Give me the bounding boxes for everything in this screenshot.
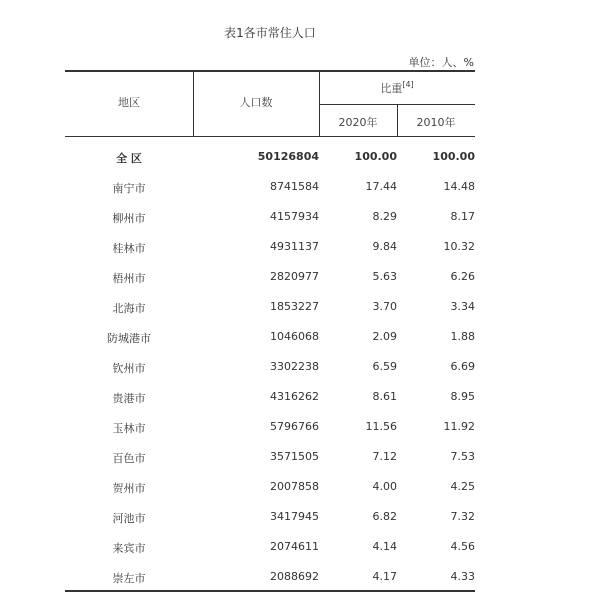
cell-share-2020: 8.29 bbox=[372, 210, 397, 223]
cell-region: 防城港市 bbox=[107, 332, 151, 345]
cell-region: 贺州市 bbox=[112, 482, 146, 495]
cell-population: 5796766 bbox=[270, 420, 319, 433]
cell-population: 3571505 bbox=[270, 450, 319, 463]
cell-share-2010: 11.92 bbox=[443, 420, 475, 433]
cell-region: 百色市 bbox=[112, 452, 146, 465]
table-row bbox=[65, 502, 475, 532]
cell-share-2010: 14.48 bbox=[443, 180, 475, 193]
table-row bbox=[65, 322, 475, 352]
table-bottom-rule bbox=[65, 590, 475, 592]
table-row bbox=[65, 292, 475, 322]
cell-share-2020: 3.70 bbox=[372, 300, 397, 313]
cell-region: 崇左市 bbox=[112, 572, 146, 585]
cell-share-2020: 100.00 bbox=[354, 150, 397, 163]
table-row bbox=[65, 562, 475, 592]
table-row bbox=[65, 532, 475, 562]
cell-share-2010: 4.33 bbox=[450, 570, 475, 583]
cell-region: 钦州市 bbox=[112, 362, 146, 375]
cell-share-2020: 4.14 bbox=[372, 540, 397, 553]
cell-share-2010: 6.26 bbox=[450, 270, 475, 283]
header-share bbox=[319, 80, 475, 96]
table-title: 表1各市常住人口 bbox=[224, 26, 316, 40]
cell-population: 3417945 bbox=[270, 510, 319, 523]
cell-share-2010: 10.32 bbox=[443, 240, 475, 253]
cell-population: 2007858 bbox=[270, 480, 319, 493]
table-row bbox=[65, 232, 475, 262]
cell-region: 桂林市 bbox=[112, 242, 146, 255]
cell-share-2010: 3.34 bbox=[450, 300, 475, 313]
cell-share-2020: 8.61 bbox=[372, 390, 397, 403]
cell-share-2010: 8.95 bbox=[450, 390, 475, 403]
cell-share-2020: 11.56 bbox=[365, 420, 397, 433]
cell-population: 1853227 bbox=[270, 300, 319, 313]
cell-region: 梧州市 bbox=[112, 272, 146, 285]
cell-share-2020: 4.00 bbox=[372, 480, 397, 493]
unit-label: 单位：人、% bbox=[408, 56, 474, 69]
cell-share-2010: 4.25 bbox=[450, 480, 475, 493]
cell-share-2010: 100.00 bbox=[432, 150, 475, 163]
cell-share-2020: 7.12 bbox=[372, 450, 397, 463]
cell-share-2010: 7.53 bbox=[450, 450, 475, 463]
table-row bbox=[65, 202, 475, 232]
cell-share-2010: 1.88 bbox=[450, 330, 475, 343]
table-row bbox=[65, 412, 475, 442]
cell-share-2020: 2.09 bbox=[372, 330, 397, 343]
table-top-rule bbox=[65, 70, 475, 72]
cell-region: 来宾市 bbox=[112, 542, 146, 555]
cell-share-2010: 8.17 bbox=[450, 210, 475, 223]
cell-share-2020: 17.44 bbox=[365, 180, 397, 193]
cell-population: 1046068 bbox=[270, 330, 319, 343]
cell-region: 北海市 bbox=[112, 302, 146, 315]
cell-population: 8741584 bbox=[270, 180, 319, 193]
cell-region: 贵港市 bbox=[112, 392, 146, 405]
cell-region: 全 区 bbox=[116, 152, 142, 165]
cell-population: 4316262 bbox=[270, 390, 319, 403]
cell-region: 南宁市 bbox=[112, 182, 146, 195]
header-share-label: 比重 bbox=[380, 82, 403, 95]
table-row bbox=[65, 442, 475, 472]
cell-population: 2088692 bbox=[270, 570, 319, 583]
table-row bbox=[65, 172, 475, 202]
cell-share-2010: 4.56 bbox=[450, 540, 475, 553]
header-year-2010: 2010年 bbox=[416, 116, 456, 129]
cell-population: 2074611 bbox=[270, 540, 319, 553]
table-row bbox=[65, 472, 475, 502]
cell-share-2020: 4.17 bbox=[372, 570, 397, 583]
cell-share-2020: 6.59 bbox=[372, 360, 397, 373]
table-row bbox=[65, 352, 475, 382]
cell-region: 柳州市 bbox=[112, 212, 146, 225]
cell-share-2020: 5.63 bbox=[372, 270, 397, 283]
cell-share-2010: 7.32 bbox=[450, 510, 475, 523]
table-header-rule bbox=[65, 136, 475, 137]
header-year-2020: 2020年 bbox=[338, 116, 378, 129]
cell-population: 50126804 bbox=[257, 150, 319, 163]
table-row bbox=[65, 382, 475, 412]
header-population: 人口数 bbox=[239, 96, 273, 109]
header-share-note: [4] bbox=[402, 80, 414, 89]
cell-share-2020: 9.84 bbox=[372, 240, 397, 253]
cell-region: 玉林市 bbox=[112, 422, 146, 435]
cell-population: 4157934 bbox=[270, 210, 319, 223]
cell-share-2020: 6.82 bbox=[372, 510, 397, 523]
table-row bbox=[65, 142, 475, 172]
header-region: 地区 bbox=[118, 96, 140, 109]
table-row bbox=[65, 262, 475, 292]
cell-region: 河池市 bbox=[112, 512, 146, 525]
cell-population: 4931137 bbox=[270, 240, 319, 253]
header-subrule bbox=[319, 104, 475, 105]
cell-share-2010: 6.69 bbox=[450, 360, 475, 373]
cell-population: 2820977 bbox=[270, 270, 319, 283]
cell-population: 3302238 bbox=[270, 360, 319, 373]
